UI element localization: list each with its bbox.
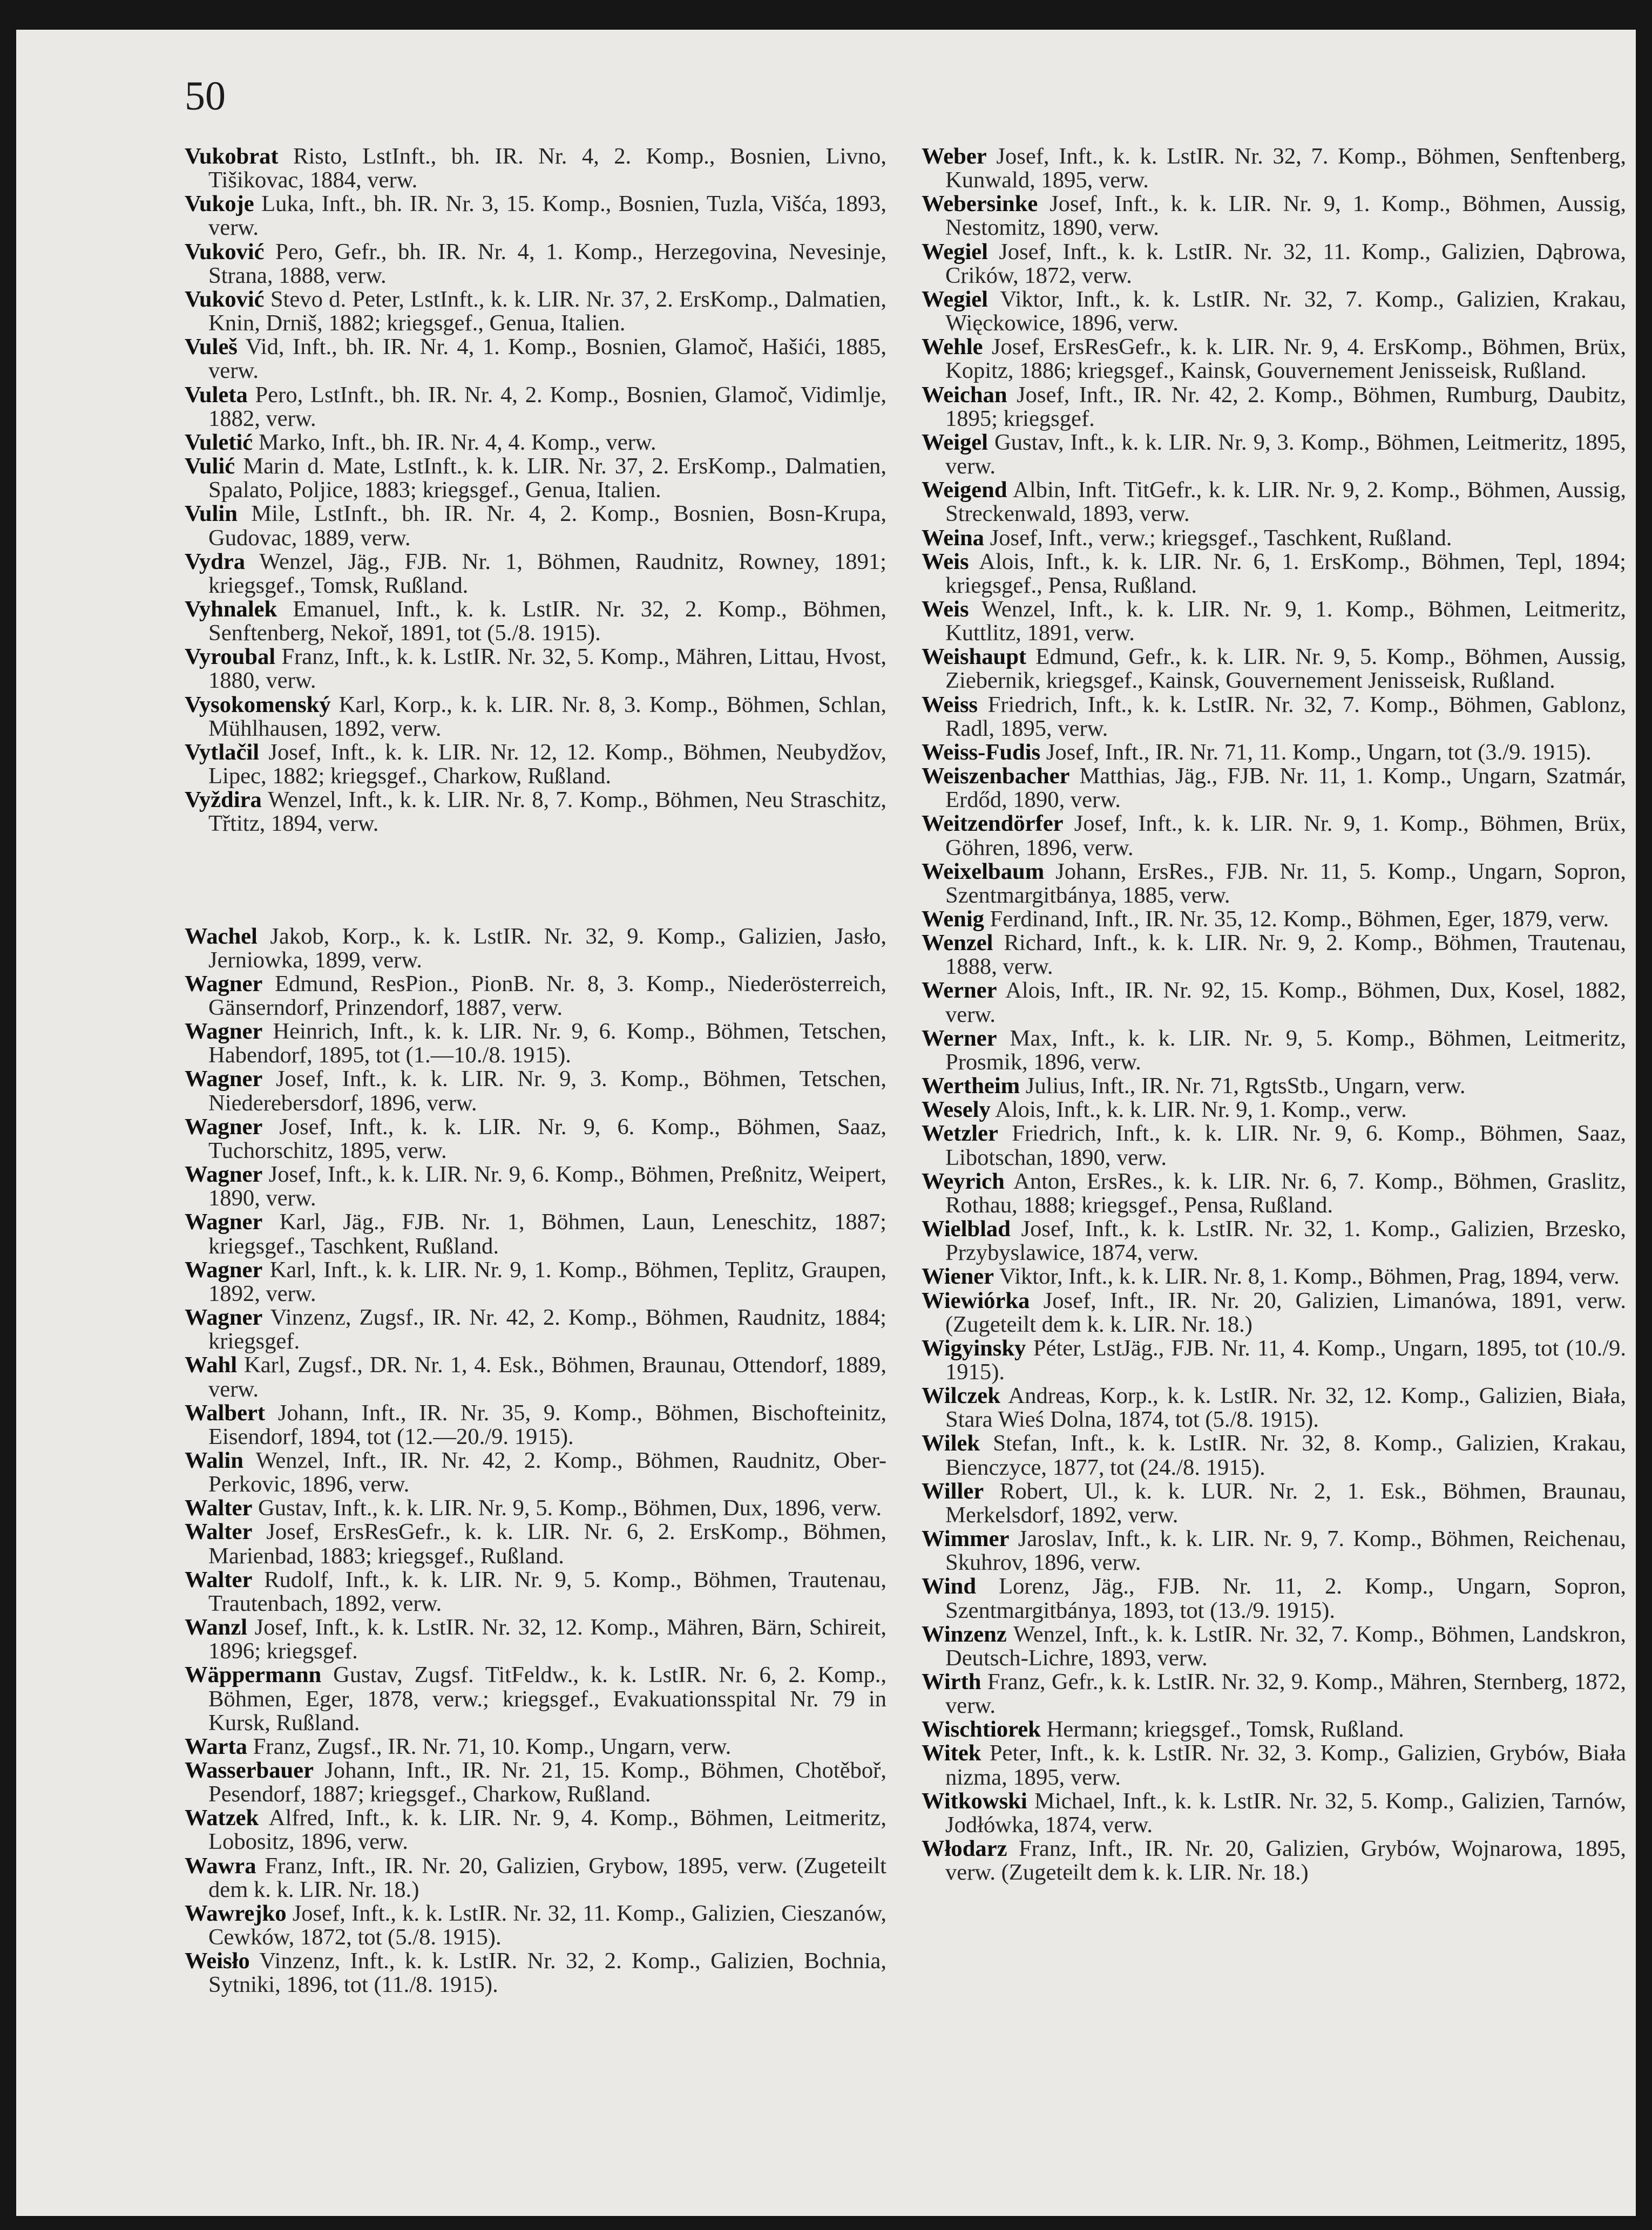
entry-surname: Vuleš (185, 334, 238, 360)
entry-details: Marko, Inft., bh. IR. Nr. 4, 4. Komp., verw. (253, 429, 656, 455)
register-entry (185, 1949, 886, 1997)
register-entry (922, 645, 1626, 693)
register-entry (922, 1432, 1626, 1479)
entry-surname: Weiss (922, 692, 978, 717)
entry-details: Franz, Inft., IR. Nr. 20, Galizien, Grybów, Wojnarowa, 1895, verw. (Zugeteilt dem k. k. LIR. Nr. 18.) (945, 1836, 1626, 1886)
entry-details: Josef, Inft., k. k. LIR. Nr. 9, 6. Komp., Böhmen, Saaz, Tuchorschitz, 1895, verw. (208, 1114, 886, 1163)
entry-surname: Weichan (922, 382, 1007, 408)
entry-surname: Wertheim (922, 1073, 1020, 1099)
entry-surname: Wagner (185, 1066, 263, 1092)
register-entry (922, 1623, 1626, 1670)
register-entry (185, 288, 886, 335)
page-number: 50 (185, 73, 226, 119)
entry-surname: Wischtiorek (922, 1717, 1041, 1743)
register-entry (185, 1401, 886, 1449)
entry-details: Vinzenz, Zugsf., IR. Nr. 42, 2. Komp., Böhmen, Raudnitz, 1884; kriegsgef. (208, 1305, 886, 1354)
register-entry (185, 1616, 886, 1663)
register-entry (922, 240, 1626, 288)
entry-details: Johann, ErsRes., FJB. Nr. 11, 5. Komp., Ungarn, Sopron, Szentmargitbánya, 1885, verw. (945, 858, 1626, 908)
entry-details: Stefan, Inft., k. k. LstIR. Nr. 32, 8. Komp., Galizien, Krakau, Bienczyce, 1877, tot (24./8. 1915). (945, 1431, 1626, 1480)
entry-details: Josef, ErsResGefr., k. k. LIR. Nr. 6, 2. ErsKomp., Böhmen, Marienbad, 1883; kriegsgef., Rußland. (208, 1519, 886, 1569)
register-entry (922, 860, 1626, 907)
entry-details: Josef, ErsResGefr., k. k. LIR. Nr. 9, 4. ErsKomp., Böhmen, Brüx, Kopitz, 1886; kriegsgef., Kainsk, Gouvernement Jenisseisk, Rußland. (945, 334, 1626, 384)
entry-details: Josef, Inft., k. k. LstIR. Nr. 32, 12. Komp., Mähren, Bärn, Schireit, 1896; kriegsgef. (208, 1615, 886, 1664)
entry-surname: Weber (922, 144, 987, 169)
entry-details: Wenzel, Inft., k. k. LIR. Nr. 8, 7. Komp., Böhmen, Neu Straschitz, Třtitz, 1894, verw. (208, 787, 886, 837)
entry-surname: Weixelbaum (922, 858, 1045, 884)
register-entry (185, 240, 886, 288)
entry-surname: Weigend (922, 477, 1007, 503)
register-entry (922, 335, 1626, 383)
register-entry (185, 1806, 886, 1854)
register-entry (185, 741, 886, 788)
register-entry (922, 288, 1626, 335)
entry-details: Emanuel, Inft., k. k. LstIR. Nr. 32, 2. Komp., Böhmen, Senftenberg, Nekoř, 1891, tot (5./8. 1915). (208, 596, 886, 646)
entry-surname: Winzenz (922, 1621, 1007, 1647)
entry-details: Jaroslav, Inft., k. k. LIR. Nr. 9, 7. Komp., Böhmen, Reichenau, Skuhrov, 1896, verw. (945, 1526, 1626, 1576)
entry-details: Franz, Gefr., k. k. LstIR. Nr. 32, 9. Komp., Mähren, Sternberg, 1872, verw. (945, 1669, 1626, 1719)
entry-surname: Wagner (185, 1162, 263, 1188)
register-entry (922, 383, 1626, 431)
register-entry (185, 972, 886, 1020)
entry-details: Josef, Inft., IR. Nr. 71, 11. Komp., Ungarn, tot (3./9. 1915). (1040, 739, 1592, 765)
register-entry (922, 1337, 1626, 1384)
entry-surname: Vyhnalek (185, 596, 277, 622)
entry-details: Matthias, Jäg., FJB. Nr. 11, 1. Komp., Ungarn, Szatmár, Erdőd, 1890, verw. (945, 763, 1626, 813)
entry-surname: Wanzl (185, 1615, 247, 1641)
entry-surname: Witek (922, 1740, 981, 1766)
entry-surname: Weina (922, 525, 984, 551)
entry-details: Richard, Inft., k. k. LIR. Nr. 9, 2. Komp., Böhmen, Trautenau, 1888, verw. (945, 930, 1626, 980)
register-entry (185, 1353, 886, 1401)
register-entry (185, 1163, 886, 1210)
register-entry (185, 335, 886, 383)
entry-surname: Webersinke (922, 191, 1038, 217)
entry-details: Vinzenz, Inft., k. k. LstIR. Nr. 32, 2. Komp., Galizien, Bochnia, Sytniki, 1896, tot (11./8. 1915). (208, 1948, 886, 1998)
register-entry (185, 1520, 886, 1568)
entry-details: Wenzel, Jäg., FJB. Nr. 1, Böhmen, Raudnitz, Rowney, 1891; kriegsgef., Tomsk, Rußland. (208, 548, 886, 598)
entry-surname: Vysokomenský (185, 692, 331, 717)
entry-surname: Werner (922, 1025, 997, 1051)
entry-surname: Weis (922, 596, 969, 622)
entry-surname: Vukobrat (185, 144, 279, 169)
register-entry (185, 455, 886, 502)
entry-details: Albin, Inft. TitGefr., k. k. LIR. Nr. 9, 2. Komp., Böhmen, Aussig, Streckenwald, 1893, verw. (945, 477, 1626, 527)
entry-surname: Vyroubal (185, 644, 276, 670)
left-column (185, 145, 886, 1997)
entry-surname: Vydra (185, 548, 246, 574)
entry-surname: Walter (185, 1495, 253, 1521)
entry-details: Gustav, Zugsf. TitFeldw., k. k. LstIR. Nr. 6, 2. Komp., Böhmen, Eger, 1878, verw.; kriegsgef., Evakuationsspital Nr. 79 in Kursk, Rußland. (208, 1662, 886, 1736)
register-entry (185, 1496, 886, 1520)
register-entry (922, 812, 1626, 859)
register-entry (922, 1575, 1626, 1622)
register-entry (185, 1115, 886, 1163)
entry-surname: Warta (185, 1733, 247, 1759)
entry-details: Josef, Inft., k. k. LIR. Nr. 9, 1. Komp., Böhmen, Aussig, Nestomitz, 1890, verw. (945, 191, 1626, 241)
register-entry (185, 431, 886, 455)
register-entry (922, 1670, 1626, 1718)
register-entry (185, 693, 886, 741)
entry-details: Lorenz, Jäg., FJB. Nr. 11, 2. Komp., Ungarn, Sopron, Szentmargitbánya, 1893, tot (13./9. 1915). (945, 1574, 1626, 1623)
entry-surname: Weishaupt (922, 644, 1027, 670)
entry-surname: Wigyinsky (922, 1335, 1026, 1361)
register-entry (185, 145, 886, 192)
entry-surname: Walter (185, 1567, 253, 1592)
register-entry (185, 1902, 886, 1949)
entry-surname: Wirth (922, 1669, 981, 1694)
entry-surname: Wenzel (922, 930, 993, 956)
register-entry (922, 1384, 1626, 1432)
entry-details: Risto, LstInft., bh. IR. Nr. 4, 2. Komp., Bosnien, Livno, Tišikovac, 1884, verw. (208, 144, 886, 193)
register-entry (185, 1020, 886, 1067)
entry-details: Max, Inft., k. k. LIR. Nr. 9, 5. Komp., Böhmen, Leitmeritz, Prosmik, 1896, verw. (945, 1025, 1626, 1075)
entry-details: Wenzel, Inft., IR. Nr. 42, 2. Komp., Böhmen, Raudnitz, Ober-Perkovic, 1896, verw. (208, 1447, 886, 1497)
entry-surname: Weyrich (922, 1168, 1005, 1194)
entry-details: Wenzel, Inft., k. k. LIR. Nr. 9, 1. Komp., Böhmen, Leitmeritz, Kuttlitz, 1891, verw. (945, 596, 1626, 646)
register-entry (185, 502, 886, 550)
entry-details: Friedrich, Inft., k. k. LIR. Nr. 9, 6. Komp., Böhmen, Saaz, Libotschan, 1890, verw. (945, 1121, 1626, 1170)
register-entry (922, 1217, 1626, 1265)
entry-details: Mile, LstInft., bh. IR. Nr. 4, 2. Komp., Bosnien, Bosn-Krupa, Gudovac, 1889, verw. (208, 501, 886, 551)
entry-surname: Wimmer (922, 1526, 1010, 1552)
register-entry (185, 383, 886, 431)
register-entry (185, 598, 886, 645)
entry-details: Karl, Inft., k. k. LIR. Nr. 9, 1. Komp., Böhmen, Teplitz, Graupen, 1892, verw. (208, 1257, 886, 1306)
register-entry (922, 1527, 1626, 1575)
entry-details: Peter, Inft., k. k. LstIR. Nr. 32, 3. Komp., Galizien, Grybów, Biała nizma, 1895, verw. (945, 1740, 1626, 1790)
entry-details: Péter, LstJäg., FJB. Nr. 11, 4. Komp., Ungarn, 1895, tot (10./9. 1915). (945, 1335, 1626, 1385)
entry-details: Viktor, Inft., k. k. LIR. Nr. 8, 1. Komp., Böhmen, Prag, 1894, verw. (994, 1264, 1620, 1290)
entry-surname: Vuković (185, 286, 265, 312)
entry-details: Stevo d. Peter, LstInft., k. k. LIR. Nr. 37, 2. ErsKomp., Dalmatien, Knin, Drniš, 1882; kriegsgef., Genua, Italien. (208, 286, 886, 336)
entry-details: Karl, Zugsf., DR. Nr. 1, 4. Esk., Böhmen, Braunau, Ottendorf, 1889, verw. (208, 1352, 886, 1402)
entry-details: Rudolf, Inft., k. k. LIR. Nr. 9, 5. Komp., Böhmen, Trautenau, Trautenbach, 1892, verw. (208, 1567, 886, 1616)
entry-details: Anton, ErsRes., k. k. LIR. Nr. 6, 7. Komp., Böhmen, Graslitz, Rothau, 1888; kriegsgef., Pensa, Rußland. (945, 1168, 1626, 1218)
entry-surname: Weigel (922, 429, 989, 455)
register-entry (185, 925, 886, 972)
register-entry (185, 1306, 886, 1353)
entry-details: Johann, Inft., IR. Nr. 35, 9. Komp., Böhmen, Bischofteinitz, Eisendorf, 1894, tot (12.—20./9. 1915). (208, 1400, 886, 1449)
entry-details: Josef, Inft., k. k. LstIR. Nr. 32, 11. Komp., Galizien, Dąbrowa, Crików, 1872, verw. (945, 239, 1626, 288)
entry-details: Josef, Inft., k. k. LIR. Nr. 9, 6. Komp., Böhmen, Preßnitz, Weipert, 1890, verw. (208, 1162, 886, 1211)
entry-surname: Wagner (185, 1305, 263, 1331)
entry-surname: Wagner (185, 1019, 263, 1045)
entry-surname: Vukoje (185, 191, 254, 217)
entry-surname: Witkowski (922, 1788, 1027, 1814)
entry-surname: Vulin (185, 501, 238, 527)
entry-surname: Wäppermann (185, 1662, 322, 1688)
entry-surname: Wilek (922, 1431, 980, 1456)
register-entry (922, 1074, 1626, 1098)
entry-surname: Wagner (185, 1114, 263, 1140)
entry-details: Edmund, ResPion., PionB. Nr. 8, 3. Komp., Niederösterreich, Gänserndorf, Prinzendorf, 1887, verw. (208, 971, 886, 1020)
entry-surname: Wagner (185, 1209, 263, 1235)
entry-surname: Vyždira (185, 787, 262, 813)
entry-details: Josef, Inft., k. k. LIR. Nr. 9, 3. Komp., Böhmen, Tetschen, Niederebersdorf, 1896, verw. (208, 1066, 886, 1116)
register-entry (185, 1735, 886, 1759)
entry-details: Josef, Inft., k. k. LIR. Nr. 9, 1. Komp., Böhmen, Brüx, Göhren, 1896, verw. (945, 811, 1626, 860)
entry-details: Ferdinand, Inft., IR. Nr. 35, 12. Komp., Böhmen, Eger, 1879, verw. (984, 906, 1609, 932)
register-entry (922, 907, 1626, 931)
entry-surname: Watzek (185, 1805, 259, 1831)
register-entry (185, 1449, 886, 1496)
register-entry (922, 192, 1626, 240)
entry-details: Gustav, Inft., k. k. LIR. Nr. 9, 3. Komp., Böhmen, Leitmeritz, 1895, verw. (945, 429, 1626, 479)
entry-surname: Włodarz (922, 1836, 1007, 1862)
entry-surname: Wilczek (922, 1383, 1000, 1409)
register-entry (922, 1480, 1626, 1527)
entry-surname: Wiewiórka (922, 1287, 1030, 1313)
register-entry (185, 1210, 886, 1258)
entry-details: Alois, Inft., IR. Nr. 92, 15. Komp., Böhmen, Dux, Kosel, 1882, verw. (945, 978, 1626, 1027)
entry-surname: Weiszenbacher (922, 763, 1070, 789)
entry-details: Alois, Inft., k. k. LIR. Nr. 6, 1. ErsKomp., Böhmen, Tepl, 1894; kriegsgef., Pensa, Rußland. (945, 548, 1626, 598)
entry-details: Johann, Inft., IR. Nr. 21, 15. Komp., Böhmen, Chotěboř, Pesendorf, 1887; kriegsgef., Charkow, Rußland. (208, 1758, 886, 1807)
entry-surname: Weitzendörfer (922, 811, 1064, 837)
entry-details: Josef, Inft., k. k. LIR. Nr. 12, 12. Komp., Böhmen, Neubydžov, Lipec, 1882; kriegsgef., Charkow, Rußland. (208, 739, 886, 789)
section-gap (185, 836, 886, 925)
register-entry (922, 145, 1626, 192)
entry-surname: Vuković (185, 239, 265, 265)
entry-surname: Weis (922, 548, 969, 574)
entry-details: Gustav, Inft., k. k. LIR. Nr. 9, 5. Komp., Böhmen, Dux, 1896, verw. (252, 1495, 882, 1521)
entry-details: Franz, Zugsf., IR. Nr. 71, 10. Komp., Ungarn, verw. (247, 1733, 732, 1759)
entry-surname: Willer (922, 1478, 984, 1504)
entry-details: Alois, Inft., k. k. LIR. Nr. 9, 1. Komp., verw. (990, 1097, 1407, 1123)
entry-surname: Werner (922, 978, 997, 1004)
entry-surname: Wetzler (922, 1121, 998, 1147)
entry-details: Pero, LstInft., bh. IR. Nr. 4, 2. Komp., Bosnien, Glamoč, Vidimlje, 1882, verw. (208, 382, 886, 431)
register-entry (185, 1663, 886, 1734)
entry-surname: Wahl (185, 1352, 238, 1378)
entry-details: Viktor, Inft., k. k. LstIR. Nr. 32, 7. Komp., Galizien, Krakau, Więckowice, 1896, verw. (945, 286, 1626, 336)
entry-surname: Weiss-Fudis (922, 739, 1041, 765)
entry-surname: Wagner (185, 1257, 263, 1283)
register-entry (922, 526, 1626, 550)
entry-details: Michael, Inft., k. k. LstIR. Nr. 32, 5. Komp., Galizien, Tarnów, Jodłówka, 1874, verw. (945, 1788, 1626, 1838)
register-entry (185, 1067, 886, 1115)
entry-surname: Vuletić (185, 429, 253, 455)
register-entry (922, 431, 1626, 478)
register-entry (922, 1741, 1626, 1789)
register-entry (922, 1718, 1626, 1741)
register-entry (922, 1289, 1626, 1337)
entry-details: Karl, Jäg., FJB. Nr. 1, Böhmen, Laun, Leneschitz, 1887; kriegsgef., Taschkent, Rußland. (208, 1209, 886, 1259)
entry-surname: Wenig (922, 906, 984, 932)
register-entry (185, 1258, 886, 1306)
entry-details: Robert, Ul., k. k. LUR. Nr. 2, 1. Esk., Böhmen, Braunau, Merkelsdorf, 1892, verw. (945, 1478, 1626, 1528)
register-entry (922, 979, 1626, 1026)
entry-surname: Walbert (185, 1400, 266, 1426)
entry-details: Josef, Inft., k. k. LstIR. Nr. 32, 11. Komp., Galizien, Cieszanów, Cewków, 1872, tot (5./8. 1915). (208, 1900, 886, 1950)
entry-details: Alfred, Inft., k. k. LIR. Nr. 9, 4. Komp., Böhmen, Leitmeritz, Lobositz, 1896, verw. (208, 1805, 886, 1855)
entry-surname: Walter (185, 1519, 253, 1545)
entry-surname: Wesely (922, 1097, 991, 1123)
entry-details: Andreas, Korp., k. k. LstIR. Nr. 32, 12. Komp., Galizien, Biała, Stara Wieś Dolna, 1874, tot (5./8. 1915). (945, 1383, 1626, 1433)
entry-details: Friedrich, Inft., k. k. LstIR. Nr. 32, 7. Komp., Böhmen, Gablonz, Radl, 1895, verw. (945, 692, 1626, 741)
entry-surname: Wegiel (922, 239, 989, 265)
register-entry (922, 1837, 1626, 1885)
entry-details: Jakob, Korp., k. k. LstIR. Nr. 32, 9. Komp., Galizien, Jasło, Jerniowka, 1899, verw. (208, 923, 886, 973)
register-entry (922, 478, 1626, 526)
entry-details: Vid, Inft., bh. IR. Nr. 4, 1. Komp., Bosnien, Glamoč, Hašići, 1885, verw. (208, 334, 886, 384)
entry-details: Julius, Inft., IR. Nr. 71, RgtsStb., Ungarn, verw. (1020, 1073, 1466, 1099)
entry-surname: Weisło (185, 1948, 250, 1974)
entry-surname: Wawra (185, 1853, 256, 1879)
register-entry (185, 192, 886, 240)
entry-details: Pero, Gefr., bh. IR. Nr. 4, 1. Komp., Herzegovina, Nevesinje, Strana, 1888, verw. (208, 239, 886, 288)
entry-details: Josef, Inft., verw.; kriegsgef., Taschkent, Rußland. (984, 525, 1452, 551)
entry-details: Heinrich, Inft., k. k. LIR. Nr. 9, 6. Komp., Böhmen, Tetschen, Habendorf, 1895, tot (1.—10./8. 1915). (208, 1019, 886, 1068)
entry-details: Wenzel, Inft., k. k. LstIR. Nr. 32, 7. Komp., Böhmen, Landskron, Deutsch-Lichre, 1893, verw. (945, 1621, 1626, 1671)
register-entry (922, 931, 1626, 979)
entry-surname: Wawrejko (185, 1900, 287, 1926)
register-entry (922, 1027, 1626, 1074)
register-entry (922, 764, 1626, 812)
register-entry (922, 1098, 1626, 1122)
entry-details: Edmund, Gefr., k. k. LIR. Nr. 9, 5. Komp., Böhmen, Aussig, Ziebernik, kriegsgef., Kainsk, Gouvernement Jenisseisk, Rußland. (945, 644, 1626, 694)
entry-surname: Wehle (922, 334, 983, 360)
entry-surname: Vytlačil (185, 739, 260, 765)
register-entry (185, 645, 886, 693)
register-entry (185, 788, 886, 836)
entry-surname: Wagner (185, 971, 263, 997)
register-entry (922, 1170, 1626, 1217)
register-entry (922, 693, 1626, 741)
entry-details: Josef, Inft., k. k. LstIR. Nr. 32, 7. Komp., Böhmen, Senftenberg, Kunwald, 1895, verw. (945, 144, 1626, 193)
entry-surname: Wind (922, 1574, 977, 1599)
entry-surname: Wiener (922, 1264, 994, 1290)
register-entry (922, 1265, 1626, 1289)
entry-surname: Wasserbauer (185, 1758, 314, 1783)
register-entry (185, 1759, 886, 1806)
register-entry (185, 550, 886, 598)
register-entry (922, 598, 1626, 645)
entry-surname: Vuleta (185, 382, 248, 408)
entry-details: Franz, Inft., k. k. LstIR. Nr. 32, 5. Komp., Mähren, Littau, Hvost, 1880, verw. (208, 644, 886, 694)
entry-surname: Walin (185, 1447, 243, 1473)
entry-details: Josef, Inft., k. k. LstIR. Nr. 32, 1. Komp., Galizien, Brzesko, Przybyslawice, 1874, verw. (945, 1216, 1626, 1266)
register-entry (922, 1122, 1626, 1169)
register-entry (922, 550, 1626, 598)
entry-details: Karl, Korp., k. k. LIR. Nr. 8, 3. Komp., Böhmen, Schlan, Mühlhausen, 1892, verw. (208, 692, 886, 741)
right-column (922, 145, 1626, 1885)
register-entry (922, 741, 1626, 764)
entry-details: Marin d. Mate, LstInft., k. k. LIR. Nr. 37, 2. ErsKomp., Dalmatien, Spalato, Poljice, 1883; kriegsgef., Genua, Italien. (208, 453, 886, 503)
entry-details: Luka, Inft., bh. IR. Nr. 3, 15. Komp., Bosnien, Tuzla, Višća, 1893, verw. (208, 191, 886, 241)
register-entry (185, 1854, 886, 1902)
entry-surname: Wielblad (922, 1216, 1011, 1242)
entry-details: Josef, Inft., IR. Nr. 20, Galizien, Limanówa, 1891, verw. (Zugeteilt dem k. k. LIR. Nr. 18.) (945, 1287, 1626, 1337)
entry-surname: Vulić (185, 453, 235, 479)
entry-details: Franz, Inft., IR. Nr. 20, Galizien, Grybow, 1895, verw. (Zugeteilt dem k. k. LIR. Nr. 18.) (208, 1853, 886, 1902)
register-entry (922, 1790, 1626, 1837)
register-entry (185, 1568, 886, 1616)
entry-details: Hermann; kriegsgef., Tomsk, Rußland. (1040, 1717, 1404, 1743)
entry-surname: Wachel (185, 923, 258, 949)
entry-surname: Wegiel (922, 286, 989, 312)
entry-details: Josef, Inft., IR. Nr. 42, 2. Komp., Böhmen, Rumburg, Daubitz, 1895; kriegsgef. (945, 382, 1626, 431)
